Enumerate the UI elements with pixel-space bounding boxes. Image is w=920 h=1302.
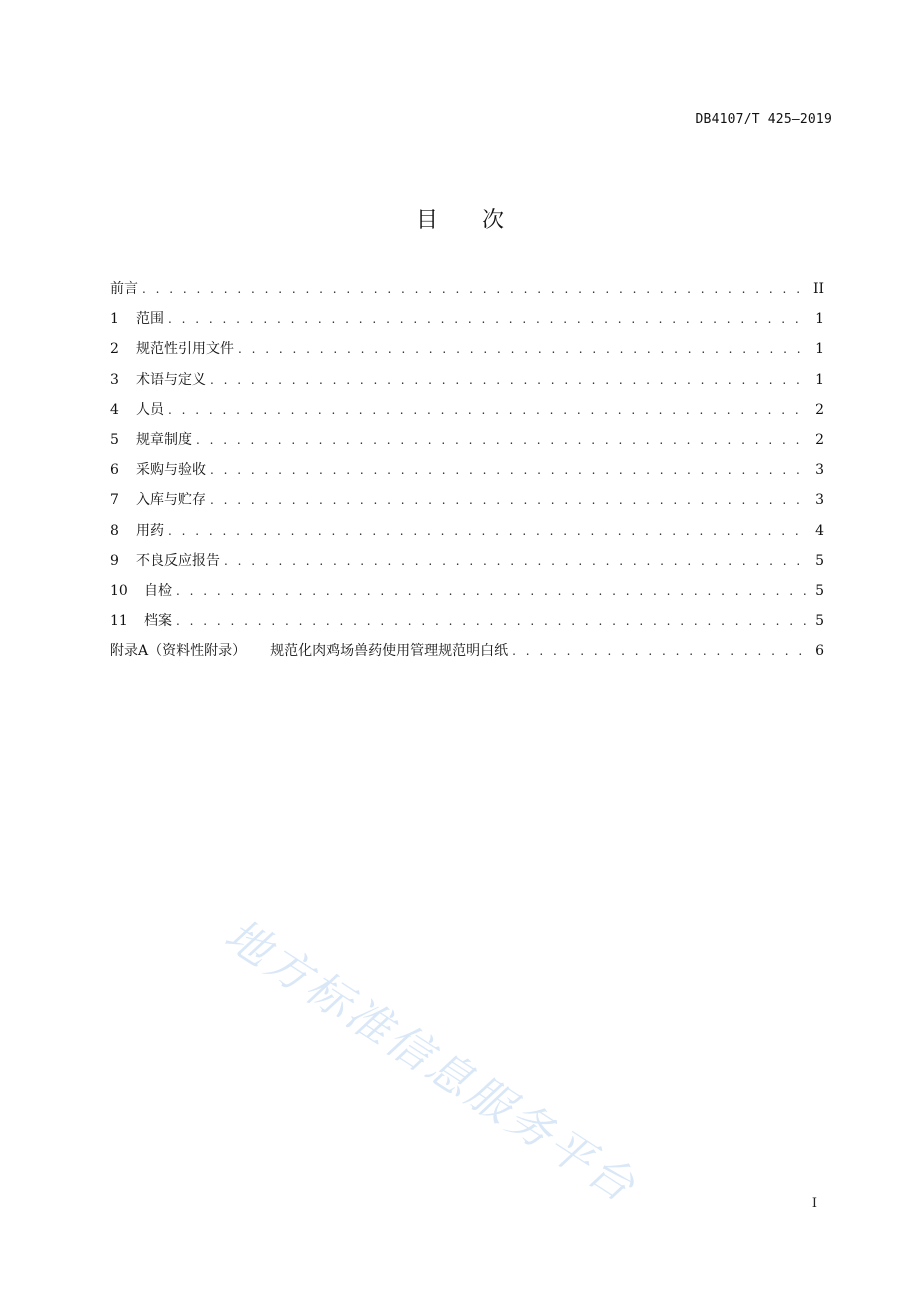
toc-entry-label: 自检 — [144, 582, 172, 599]
toc-entry-label: 入库与贮存 — [136, 492, 206, 509]
toc-entry-page: 1 — [815, 341, 824, 358]
toc-entry-label: 前言 — [110, 281, 138, 297]
toc-entry-personnel[interactable] — [110, 400, 824, 430]
toc-entry-number: 11 — [110, 613, 128, 630]
toc-entry-preface[interactable] — [110, 279, 824, 309]
toc-entry-page: 5 — [815, 552, 824, 569]
toc-entry-number: 8 — [110, 522, 119, 539]
toc-entry-self-inspection[interactable] — [110, 581, 824, 611]
toc-entry-label: 术语与定义 — [136, 371, 206, 388]
toc-entry-medication[interactable] — [110, 521, 824, 551]
toc-entry-number: 9 — [110, 552, 119, 569]
toc-entry-number: 6 — [110, 462, 119, 479]
toc-leader-dots — [238, 339, 808, 359]
toc-entry-page: 3 — [815, 462, 824, 479]
toc-entry-number: 5 — [110, 431, 119, 448]
toc-leader-dots — [196, 430, 808, 450]
toc-entry-label: 用药 — [136, 522, 164, 539]
page-title: 目次 — [415, 208, 548, 233]
watermark-text: 地方标准信息服务平台 — [215, 909, 646, 1214]
toc-entry-number: 4 — [110, 401, 119, 418]
toc-leader-dots — [176, 611, 808, 631]
toc-entry-label: 人员 — [136, 401, 164, 418]
toc-entry-page: 6 — [815, 643, 824, 660]
toc-entry-page: 2 — [815, 431, 824, 448]
toc-leader-dots — [168, 400, 808, 420]
toc-entry-number: 7 — [110, 492, 119, 509]
toc-entry-label: 规范性引用文件 — [136, 341, 234, 358]
toc-entry-label: 不良反应报告 — [136, 552, 220, 569]
toc-entry-normative-references[interactable] — [110, 339, 824, 369]
toc-entry-page: 3 — [815, 492, 824, 509]
toc-entry-page: 5 — [815, 613, 824, 630]
toc-entry-page: 4 — [815, 522, 824, 539]
document-code: DB4107/T 425—2019 — [695, 112, 832, 127]
toc-entry-page: 1 — [815, 311, 824, 328]
toc-entry-number: 10 — [110, 582, 128, 599]
toc-entry-number: 2 — [110, 341, 119, 358]
toc-entry-label: 范围 — [136, 311, 164, 328]
toc-entry-storage[interactable] — [110, 490, 824, 520]
toc-entry-appendix-a[interactable] — [110, 641, 824, 671]
toc-entry-number: 3 — [110, 371, 119, 388]
toc-entry-label: 档案 — [144, 613, 172, 630]
toc-leader-dots — [142, 279, 807, 299]
toc-leader-dots — [168, 521, 808, 541]
page-number: I — [811, 1196, 817, 1211]
toc-leader-dots — [224, 551, 808, 571]
toc-entry-page: II — [812, 281, 824, 297]
toc-leader-dots — [210, 370, 808, 390]
toc-leader-dots — [210, 490, 808, 510]
table-of-contents — [110, 279, 824, 671]
toc-entry-terms-definitions[interactable] — [110, 370, 824, 400]
toc-entry-purchase-acceptance[interactable] — [110, 460, 824, 490]
toc-entry-number: 附录A（资料性附录） — [110, 643, 247, 660]
toc-leader-dots — [210, 460, 808, 480]
toc-entry-page: 1 — [815, 371, 824, 388]
toc-leader-dots — [176, 581, 808, 601]
toc-leader-dots — [512, 641, 808, 661]
toc-entry-label: 规章制度 — [136, 431, 192, 448]
toc-entry-page: 2 — [815, 401, 824, 418]
toc-leader-dots — [168, 309, 808, 329]
toc-entry-adverse-reaction[interactable] — [110, 551, 824, 581]
toc-entry-number: 1 — [110, 311, 119, 328]
toc-entry-label: 规范化肉鸡场兽药使用管理规范明白纸 — [270, 643, 509, 660]
toc-entry-regulations[interactable] — [110, 430, 824, 460]
toc-entry-label: 采购与验收 — [136, 462, 206, 479]
toc-entry-page: 5 — [815, 582, 824, 599]
toc-entry-archives[interactable] — [110, 611, 824, 641]
toc-entry-scope[interactable] — [110, 309, 824, 339]
